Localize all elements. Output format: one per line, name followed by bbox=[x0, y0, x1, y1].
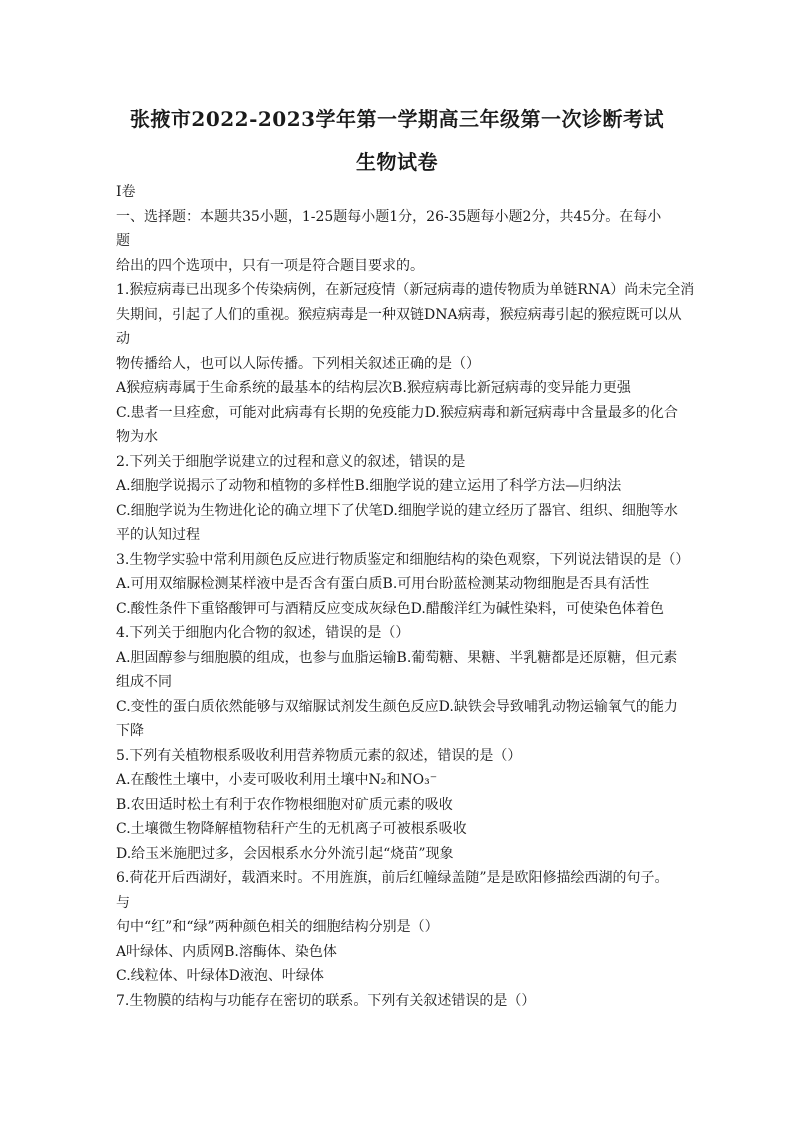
text-line: 6.荷花开后西湖好，载酒来时。不用旌旗，前后红幢绿盖随”是是欧阳修描绘西湖的句子。 bbox=[116, 870, 669, 886]
text-line: 一、选择题：本题共35小题，1-25题每小题1分，26-35题每小题2分，共45分。在每小 bbox=[116, 208, 662, 225]
text-line: 7.生物膜的结构与功能存在密切的联系。下列有关叙述错误的是（） bbox=[116, 992, 536, 1009]
text-line: 物为水 bbox=[116, 429, 158, 445]
text-line: A.胆固醇参与细胞膜的组成，也参与血脂运输B.葡萄糖、果糖、半乳糖都是还原糖，但元素 bbox=[116, 649, 678, 666]
text-line: 2.下列关于细胞学说建立的过程和意义的叙述，错误的是 bbox=[116, 453, 466, 470]
text-line: C.线粒体、叶绿体D液泡、叶绿体 bbox=[116, 968, 324, 984]
text-line: 5.下列有关植物根系吸收利用营养物质元素的叙述，错误的是（） bbox=[116, 747, 522, 764]
text-line: A.细胞学说揭示了动物和植物的多样性B.细胞学说的建立运用了科学方法—归纳法 bbox=[116, 478, 622, 494]
text-line: D.给玉米施肥过多，会因根系水分外流引起“烧苗”现象 bbox=[116, 845, 454, 862]
text-line: A叶绿体、内质网B.溶酶体、染色体 bbox=[116, 943, 337, 960]
text-line: 给出的四个选项中，只有一项是符合题目要求的。 bbox=[116, 257, 424, 274]
text-line: 物传播给人，也可以人际传播。下列相关叙述正确的是（） bbox=[116, 355, 480, 372]
exam-title: 张掖市2022-2023学年第一学期高三年级第一次诊断考试 bbox=[129, 107, 665, 131]
text-line: 题 bbox=[116, 233, 130, 249]
text-line: 组成不同 bbox=[116, 674, 172, 690]
text-line: A.在酸性土壤中，小麦可吸收利用土壤中N₂和NO₃⁻ bbox=[116, 772, 438, 788]
text-line: A.可用双缩脲检测某样液中是否含有蛋白质B.可用台盼蓝检测某动物细胞是否具有活性 bbox=[116, 576, 650, 592]
text-line: C.酸性条件下重铬酸钾可与酒精反应变成灰绿色D.醋酸洋红为碱性染料，可使染色体着色 bbox=[116, 600, 664, 617]
text-line: I卷 bbox=[116, 184, 136, 200]
text-line: C.细胞学说为生物进化论的确立埋下了伏笔D.细胞学说的建立经历了器官、组织、细胞等水 bbox=[116, 502, 678, 519]
text-line: 平的认知过程 bbox=[116, 527, 200, 543]
exam-body bbox=[116, 180, 695, 1013]
exam-subtitle: 生物试卷 bbox=[356, 150, 438, 174]
text-line: C.患者一旦痊愈，可能对此病毒有长期的免疫能力D.猴痘病毒和新冠病毒中含量最多的化合 bbox=[116, 404, 678, 421]
text-line: C.土壤微生物降解植物秸秆产生的无机离子可被根系吸收 bbox=[116, 821, 467, 837]
text-line: 3.生物学实验中常利用颜色反应进行物质鉴定和细胞结构的染色观察，下列说法错误的是（） bbox=[116, 551, 690, 568]
text-line: 与 bbox=[116, 894, 130, 911]
text-line: 动 bbox=[116, 331, 130, 347]
text-line: 下降 bbox=[116, 723, 144, 739]
text-line: C.变性的蛋白质依然能够与双缩脲试剂发生颜色反应D.缺铁会导致哺乳动物运输氧气的能力 bbox=[116, 698, 678, 715]
text-line: 1.猴痘病毒已出现多个传染病例，在新冠疫情（新冠病毒的遗传物质为单链RNA）尚未完全消 bbox=[116, 282, 695, 298]
text-line: 4.下列关于细胞内化合物的叙述，错误的是（） bbox=[116, 625, 410, 641]
text-line: B.农田适时松土有利于农作物根细胞对矿质元素的吸收 bbox=[116, 796, 453, 813]
text-line: 句中“红”和“绿”两种颜色相关的细胞结构分别是（） bbox=[116, 919, 439, 935]
text-line: 失期间，引起了人们的重视。猴痘病毒是一种双链DNA病毒，猴痘病毒引起的猴痘既可以从 bbox=[116, 306, 682, 323]
text-line: A猴痘病毒属于生命系统的最基本的结构层次B.猴痘病毒比新冠病毒的变异能力更强 bbox=[116, 380, 631, 396]
